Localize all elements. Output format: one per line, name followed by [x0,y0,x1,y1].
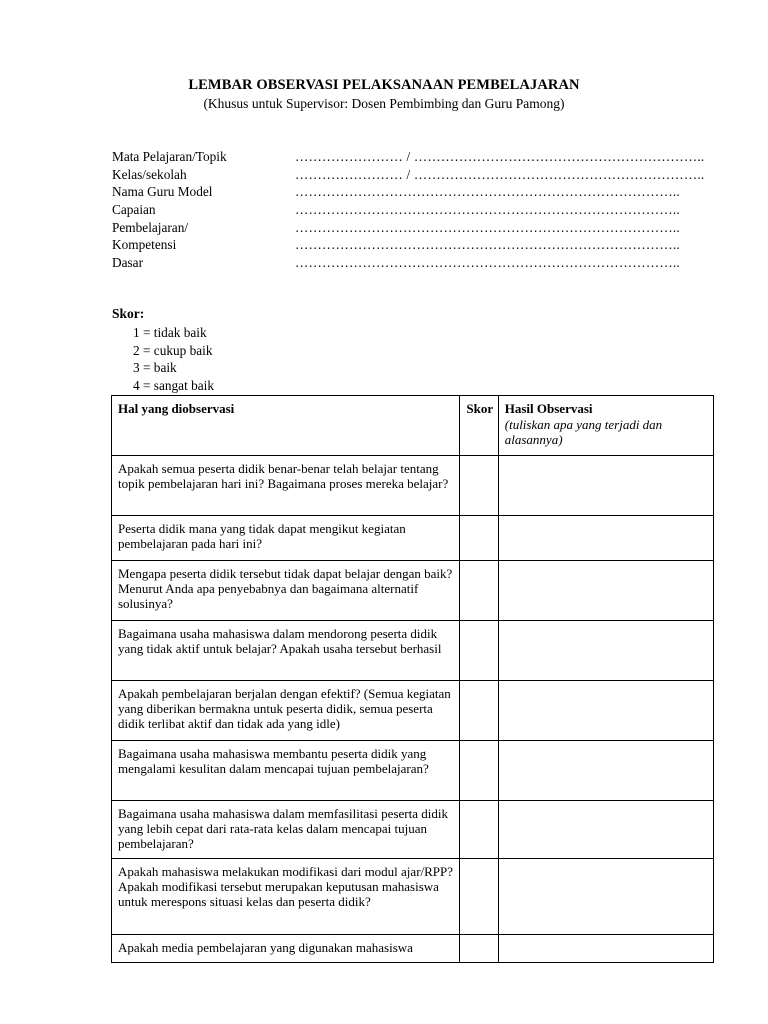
field-row-capaian [112,201,722,219]
observation-item: Apakah semua peserta didik benar-benar telah belajar tentang topik pembelajaran hari ini? Bagaimana proses mereka belajar? [112,456,460,516]
field-row-nama-guru-model [112,183,722,201]
skor-cell[interactable] [460,456,498,516]
field-dots: ………………………………………………………………………….. [295,202,680,218]
field-label: Capaian [112,202,156,218]
skor-cell[interactable] [460,741,498,801]
hasil-cell[interactable] [498,456,713,516]
skor-cell[interactable] [460,801,498,859]
field-row-kompetensi [112,236,722,254]
field-label: Nama Guru Model [112,184,213,200]
table-row [112,621,714,681]
observation-item: Bagaimana usaha mahasiswa dalam mendorong peserta didik yang tidak aktif untuk belajar? Apakah usaha tersebut berhasil [112,621,460,681]
field-dots: …………………… / ……………………………………………………….. [295,149,705,164]
header-skor: Skor [460,396,498,456]
hasil-cell[interactable] [498,516,713,561]
field-row-pembelajaran [112,219,722,237]
table-row [112,516,714,561]
skor-legend-item: 3 = baik [133,360,177,376]
table-row [112,561,714,621]
table-row [112,681,714,741]
field-row-dasar [112,254,722,272]
skor-cell[interactable] [460,859,498,935]
skor-legend [133,324,214,394]
field-dots: ………………………………………………………………………….. [295,219,680,235]
table-row [112,859,714,935]
header-hasil [498,396,713,456]
table-row [112,801,714,859]
table-row [112,456,714,516]
field-label: Kompetensi [112,237,177,253]
field-row-kelas-sekolah [112,166,722,184]
observation-item: Peserta didik mana yang tidak dapat mengikut kegiatan pembelajaran pada hari ini? [112,516,460,561]
table-row [112,741,714,801]
observation-item: Apakah mahasiswa melakukan modifikasi dari modul ajar/RPP? Apakah modifikasi tersebut merupakan keputusan mahasiswa untuk merespons situasi kelas dan peserta didik? [112,859,460,935]
field-dots: ………………………………………………………………………….. [295,237,680,253]
observation-item: Bagaimana usaha mahasiswa membantu peserta didik yang mengalami kesulitan dalam mencapai tujuan pembelajaran? [112,741,460,801]
document-title: LEMBAR OBSERVASI PELAKSANAAN PEMBELAJARAN [188,77,580,93]
document-subtitle: (Khusus untuk Supervisor: Dosen Pembimbing dan Guru Pamong) [203,96,565,111]
skor-legend-item: 2 = cukup baik [133,342,213,358]
field-label: Pembelajaran/ [112,219,189,235]
field-dots: ………………………………………………………………………….. [295,184,680,200]
hasil-cell[interactable] [498,681,713,741]
observation-item: Bagaimana usaha mahasiswa dalam memfasilitasi peserta didik yang lebih cepat dari rata-rata kelas dalam mencapai tujuan pembelajaran? [112,801,460,859]
hasil-cell[interactable] [498,801,713,859]
skor-cell[interactable] [460,621,498,681]
table-row [112,935,714,963]
hasil-cell[interactable] [498,859,713,935]
field-label: Mata Pelajaran/Topik [112,149,227,164]
observation-item: Mengapa peserta didik tersebut tidak dapat belajar dengan baik? Menurut Anda apa penyebabnya dan bagaimana alternatif solusinya? [112,561,460,621]
skor-legend-item: 1 = tidak baik [133,325,207,340]
hasil-cell[interactable] [498,561,713,621]
hasil-cell[interactable] [498,935,713,963]
field-label: Kelas/sekolah [112,166,187,182]
skor-cell[interactable] [460,516,498,561]
observation-item: Apakah pembelajaran berjalan dengan efektif? (Semua kegiatan yang diberikan bermakna untuk peserta didik, semua peserta didik terlibat aktif dan tidak ada yang idle) [112,681,460,741]
field-dots: ………………………………………………………………………….. [295,255,680,271]
observation-item: Apakah media pembelajaran yang digunakan mahasiswa [112,935,460,963]
skor-legend-item: 4 = sangat baik [133,377,214,393]
header-hasil-note: (tuliskan apa yang terjadi dan alasannya) [504,417,663,448]
field-label: Dasar [112,255,144,271]
field-row-mata-pelajaran [112,148,722,166]
hasil-cell[interactable] [498,741,713,801]
skor-cell[interactable] [460,561,498,621]
skor-heading: Skor: [112,306,145,321]
header-hasil-label: Hasil Observasi [504,401,593,416]
observation-table [111,395,714,963]
field-dots: …………………… / ……………………………………………………….. [295,166,705,182]
skor-cell[interactable] [460,681,498,741]
skor-cell[interactable] [460,935,498,963]
table-header-row [112,396,714,456]
hasil-cell[interactable] [498,621,713,681]
header-hal: Hal yang diobservasi [112,396,460,456]
identity-fields [112,148,722,272]
